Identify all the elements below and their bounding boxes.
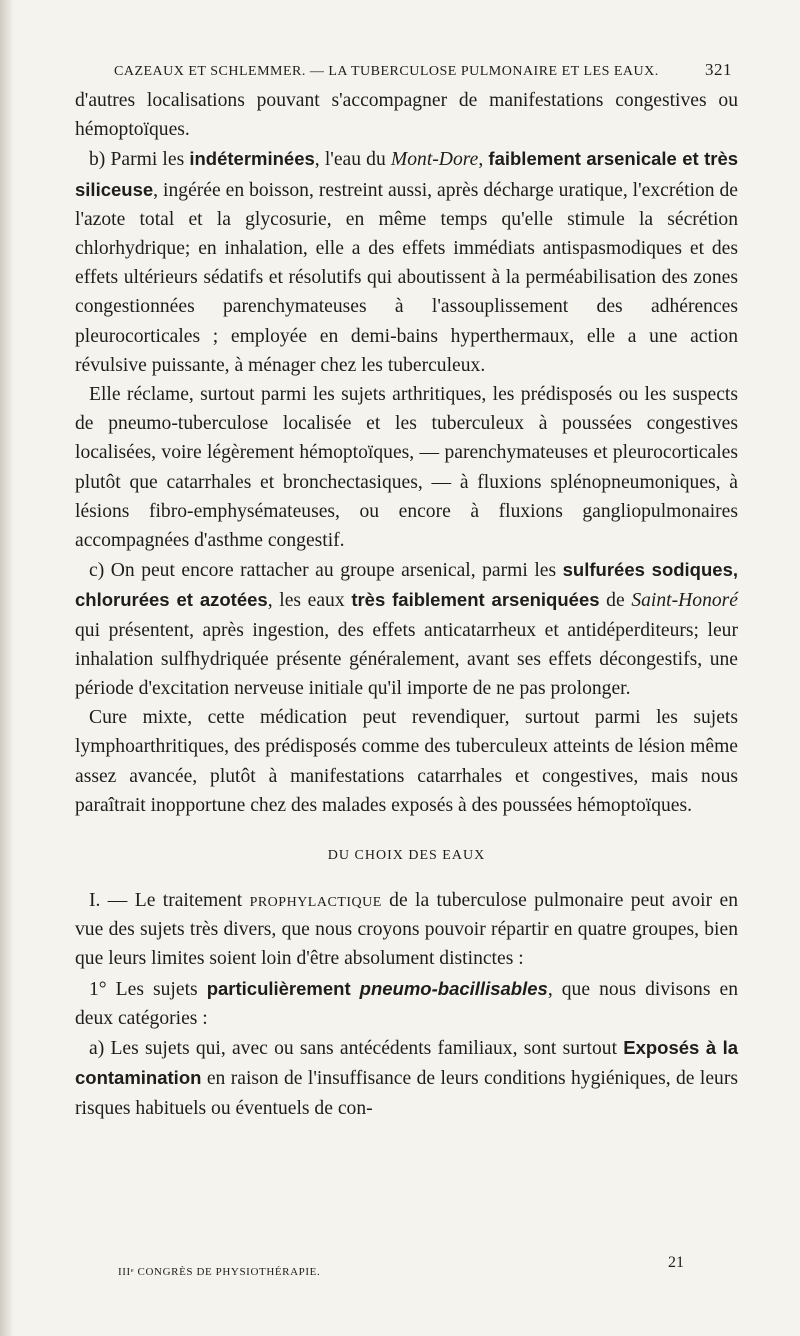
page-edge-shadow bbox=[0, 0, 14, 1336]
paragraph-7 bbox=[75, 974, 738, 1033]
p4-bold-sulfurees: sulfurées sodiques, chlorurées et azotées bbox=[75, 559, 738, 611]
p2-text-4: , ingérée en boisson, restreint aussi, après décharge uratique, l'excrétion de l'azote total et la glycosurie, en même temps qu'elle stimule la sécrétion chlorhydrique; en inhalation, elle a des effets immédiats antispasmodiques et des effets ultérieurs sédatifs et résolutifs qui aboutissent à la perméabilisation des zones congestionnées parenchymateuses à l'assouplissement des adhérences pleurocorticales ; employée en demi-bains hyperthermaux, elle a une action révulsive puissante, à ménager chez les tuberculeux. bbox=[75, 179, 738, 376]
p7-text-2: , que nous divisons en deux catégories : bbox=[75, 978, 738, 1029]
p7-space bbox=[351, 979, 360, 1000]
p6-smallcaps-prophylactique: prophylactique bbox=[249, 890, 382, 912]
p8-text-2: en raison de l'insuffisance de leurs conditions hygiéniques, de leurs risques habituels ou éventuels de con- bbox=[75, 1068, 738, 1119]
p2-text-1: b) Parmi les bbox=[89, 149, 190, 171]
body-text bbox=[75, 86, 738, 1123]
p6-text-2: de la tuberculose pulmonaire peut avoir en vue des sujets très divers, que nous croyons pouvoir répartir en quatre groupes, bien que leurs limites soient loin d'être absolument distinctes : bbox=[75, 890, 738, 970]
footer-congress: IIIᵉ CONGRÈS DE PHYSIOTHÉRAPIE. bbox=[118, 1266, 321, 1278]
p8-text-1: a) Les sujets qui, avec ou sans antécédents familiaux, sont surtout bbox=[89, 1038, 624, 1060]
p4-bold-arseniquees: très faiblement arseniquées bbox=[351, 589, 600, 611]
p6-text-1: I. — Le traitement bbox=[89, 890, 250, 912]
running-header bbox=[114, 60, 732, 80]
p7-text-1: 1° Les sujets bbox=[89, 978, 207, 1000]
paragraph-8 bbox=[75, 1033, 738, 1123]
p2-bold-arsenicale: faiblement arsenicale et très siliceuse bbox=[75, 148, 739, 200]
paragraph-1: d'autres localisations pouvant s'accompagner de manifestations congestives ou hémoptoïques. bbox=[75, 90, 738, 141]
paragraph-5: Cure mixte, cette médication peut revendiquer, surtout parmi les sujets lymphoarthritiques, des prédisposés comme des tuberculeux atteints de lésion même assez avancée, plutôt à manifestations catarrhales et congestives, mais nous paraîtrait inopportune chez des malades exposés à des poussées hémoptoïques. bbox=[75, 707, 738, 816]
p4-italic-saint-honore: Saint-Honoré bbox=[631, 590, 738, 612]
page-number: 321 bbox=[705, 60, 732, 79]
paragraph-2 bbox=[75, 144, 738, 380]
p8-bold-exposes: Exposés à la contamination bbox=[75, 1037, 738, 1089]
paragraph-6 bbox=[75, 886, 738, 974]
section-title: DU CHOIX DES EAUX bbox=[327, 848, 486, 864]
p7-bold-italic-pneumo: pneumo-bacillisables bbox=[359, 977, 548, 999]
p4-text-2: , les eaux bbox=[267, 590, 352, 612]
paragraph-4 bbox=[75, 555, 738, 703]
running-title: CAZEAUX ET SCHLEMMER. — LA TUBERCULOSE PULMONAIRE ET LES EAUX. bbox=[114, 64, 659, 79]
paragraph-3: Elle réclame, surtout parmi les sujets arthritiques, les prédisposés ou les suspects de pneumo-tuberculose localisée et les tuberculeux à poussées congestives localisées, voire légèrement hémoptoïques, — parenchymateuses et pleurocorticales plutôt que catarrhales et bronchectasiques, — à fluxions splénopneumoniques, à lésions fibro-emphysémateuses, ou encore à fluxions gangliopulmonaires accompagnées d'asthme congestif. bbox=[75, 384, 738, 552]
p7-bold-particulierement: particulièrement bbox=[206, 977, 351, 999]
p4-text-1: c) On peut encore rattacher au groupe arsenical, parmi les bbox=[89, 560, 563, 582]
p2-text-3: , bbox=[478, 149, 489, 171]
p2-bold-indeterminees: indéterminées bbox=[189, 148, 315, 170]
signature-mark: 21 bbox=[668, 1254, 684, 1271]
p4-text-4: qui présentent, après ingestion, des effets anticatarrheux et antidéperditeurs; leur inhalation sulfhydriquée présente généralement, avant ses effets décongestifs, une période d'excitation nerveuse initiale qu'il importe de ne pas prolonger. bbox=[75, 619, 738, 700]
p2-italic-mont-dore: Mont-Dore bbox=[390, 149, 479, 171]
p2-text-2: , l'eau du bbox=[314, 149, 391, 171]
p4-text-3: de bbox=[599, 590, 632, 612]
